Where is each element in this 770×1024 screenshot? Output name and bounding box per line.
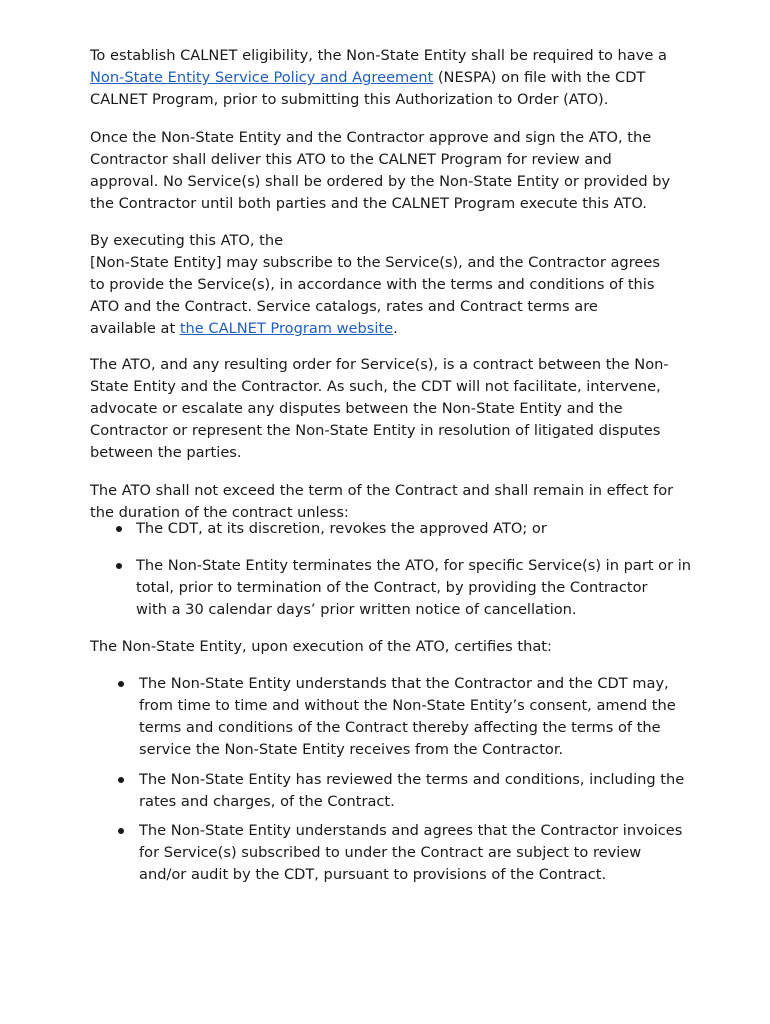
bullet-icon xyxy=(118,777,124,783)
certifies-paragraph xyxy=(90,636,690,658)
bullet-icon xyxy=(116,526,122,532)
text-fragment: (NESPA) on file with the CDT xyxy=(433,69,646,86)
text-line: The Non-State Entity terminates the ATO, for specific Service(s) in part or in xyxy=(136,557,692,574)
nespa-link[interactable]: Non-State Entity Service Policy and Agreement xyxy=(90,69,434,86)
text-line: State Entity and the Contractor. As such, the CDT will not facilitate, intervene, xyxy=(90,378,661,395)
text-line: terms and conditions of the Contract thereby affecting the terms of the xyxy=(139,719,661,736)
calnet-website-link[interactable]: the CALNET Program website xyxy=(179,320,394,337)
text-line: Contractor shall deliver this ATO to the CALNET Program for review and xyxy=(90,151,612,168)
text-line: The CDT, at its discretion, revokes the approved ATO; or xyxy=(136,520,547,537)
text-line: The Non-State Entity understands and agrees that the Contractor invoices xyxy=(139,822,683,839)
text-line: the duration of the contract unless: xyxy=(90,504,349,521)
list-item xyxy=(139,769,684,813)
text-line: ATO and the Contract. Service catalogs, rates and Contract terms are xyxy=(90,298,598,315)
text-fragment: available at xyxy=(90,320,180,337)
text-line: Once the Non-State Entity and the Contractor approve and sign the ATO, the xyxy=(90,129,652,146)
executing-paragraph xyxy=(90,230,690,340)
text-line: with a 30 calendar days’ prior written notice of cancellation. xyxy=(136,601,577,618)
text-line: Contractor or represent the Non-State Entity in resolution of litigated disputes xyxy=(90,422,661,439)
text-line: The Non-State Entity understands that the Contractor and the CDT may, xyxy=(139,675,669,692)
text-line: By executing this ATO, the xyxy=(90,232,284,249)
text-line: approval. No Service(s) shall be ordered by the Non-State Entity or provided by xyxy=(90,173,671,190)
text-line: from time to time and without the Non-State Entity’s consent, amend the xyxy=(139,697,676,714)
text-line: rates and charges, of the Contract. xyxy=(139,793,395,810)
contract-paragraph xyxy=(90,354,690,464)
bullet-icon xyxy=(118,828,124,834)
text-line: The Non-State Entity, upon execution of the ATO, certifies that: xyxy=(90,638,552,655)
text-line: for Service(s) subscribed to under the Contract are subject to review xyxy=(139,844,642,861)
text-line: To establish CALNET eligibility, the Non-State Entity shall be required to have a xyxy=(90,47,667,64)
text-fragment: . xyxy=(393,320,398,337)
text-line: total, prior to termination of the Contract, by providing the Contractor xyxy=(136,579,648,596)
text-line: The ATO, and any resulting order for Service(s), is a contract between the Non- xyxy=(90,356,669,373)
list-item xyxy=(136,518,547,540)
text-line: to provide the Service(s), in accordance with the terms and conditions of this xyxy=(90,276,655,293)
list-item xyxy=(136,555,691,621)
text-line: The Non-State Entity has reviewed the terms and conditions, including the xyxy=(139,771,685,788)
bullet-icon xyxy=(116,563,122,569)
text-line: CALNET Program, prior to submitting this Authorization to Order (ATO). xyxy=(90,91,609,108)
text-line: between the parties. xyxy=(90,444,242,461)
eligibility-paragraph xyxy=(90,45,690,111)
text-line: advocate or escalate any disputes between the Non-State Entity and the xyxy=(90,400,623,417)
list-item xyxy=(139,673,676,761)
text-line xyxy=(90,318,690,340)
approval-paragraph xyxy=(90,127,690,215)
list-item xyxy=(139,820,682,886)
text-line: [Non-State Entity] may subscribe to the Service(s), and the Contractor agrees xyxy=(90,254,660,271)
text-line: The ATO shall not exceed the term of the Contract and shall remain in effect for xyxy=(90,482,674,499)
bullet-icon xyxy=(118,681,124,687)
text-line xyxy=(90,67,690,89)
text-line: service the Non-State Entity receives from the Contractor. xyxy=(139,741,564,758)
text-line: the Contractor until both parties and the CALNET Program execute this ATO. xyxy=(90,195,647,212)
text-line: and/or audit by the CDT, pursuant to provisions of the Contract. xyxy=(139,866,607,883)
